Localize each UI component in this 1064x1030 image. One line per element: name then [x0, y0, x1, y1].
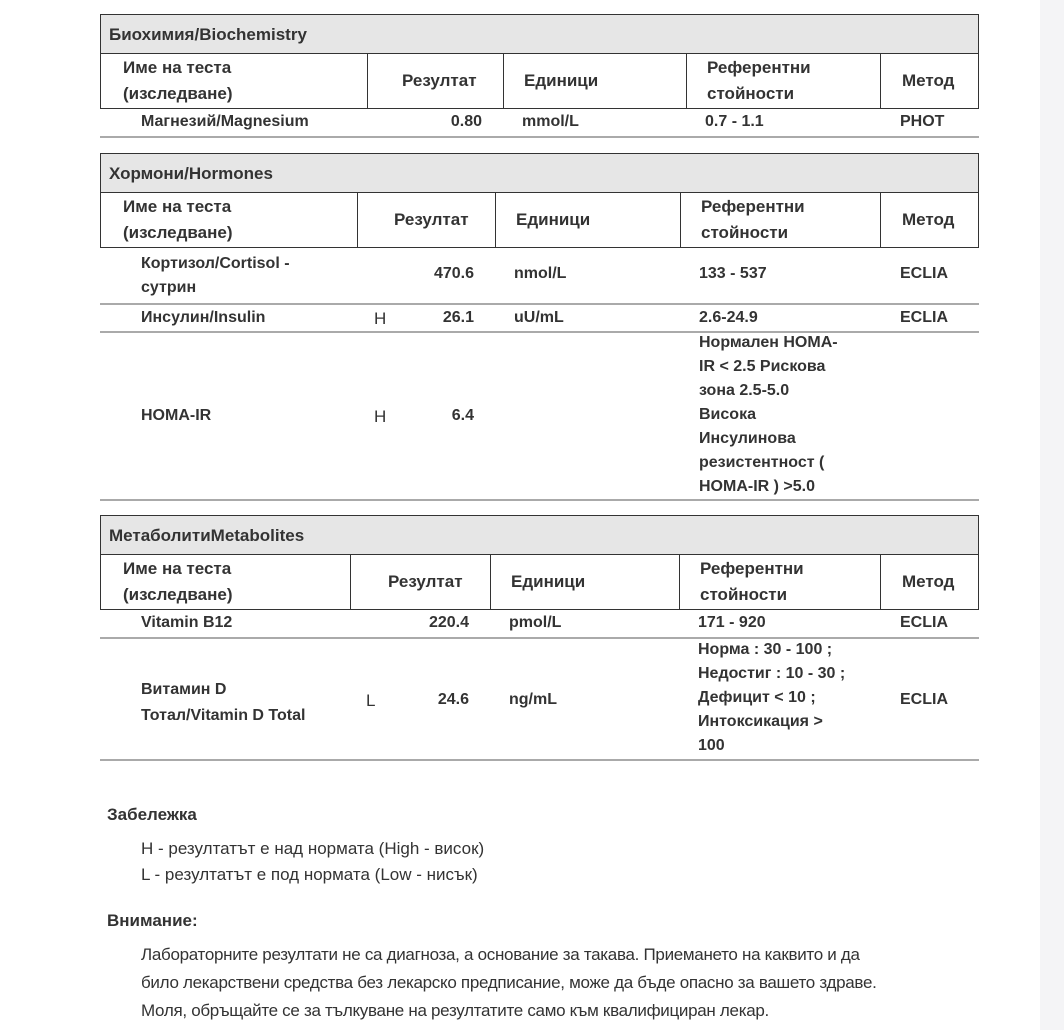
flag-high: H [374, 309, 387, 328]
header-reference [680, 193, 880, 247]
header-label: стойности [701, 223, 789, 242]
table-header [100, 555, 979, 610]
header-label: Име на теста [123, 58, 232, 77]
reference-line: Недостиг : 10 - 30 ; [698, 665, 846, 682]
test-name: Инсулин/Insulin [141, 309, 266, 326]
result-value: 470.6 [433, 265, 474, 282]
table-header [100, 54, 979, 109]
header-method [880, 555, 980, 609]
reference-line: резистентност ( [699, 454, 825, 471]
reference-range: 171 - 920 [698, 614, 766, 631]
header-test-name [101, 54, 367, 108]
header-label: Резултат [388, 572, 463, 591]
header-units [495, 193, 680, 247]
result-value: 220.4 [428, 614, 469, 631]
header-label: стойности [707, 84, 795, 103]
header-method [880, 193, 980, 247]
header-label: (изследване) [123, 585, 233, 604]
method: ECLIA [900, 614, 948, 631]
warning-line: било лекарствени средства без лекарско предписание, може да бъде опасно за вашето здраве. [141, 973, 877, 992]
header-test-name [101, 193, 357, 247]
warning-title: Внимание: [107, 911, 198, 930]
result-value: 0.80 [450, 113, 482, 130]
units: mmol/L [522, 113, 579, 130]
test-name-line: Кортизол/Cortisol - [141, 255, 290, 272]
test-name: HOMA-IR [141, 407, 212, 424]
reference-line: Дефицит < 10 ; [698, 689, 816, 706]
section-title: МетаболитиMetabolites [100, 515, 979, 555]
test-name: Магнезий/Magnesium [141, 113, 309, 130]
reference-range: 2.6-24.9 [699, 309, 758, 326]
header-units [490, 555, 679, 609]
header-label: Единици [524, 71, 599, 90]
reference-line: Инсулинова [699, 430, 796, 447]
reference-line: HOMA-IR ) >5.0 [699, 478, 816, 495]
reference-line: Нормален HOMA- [699, 334, 838, 351]
result-value: 24.6 [437, 691, 469, 708]
header-reference [686, 54, 880, 108]
table-row [100, 639, 979, 761]
reference-line: IR < 2.5 Рискова [699, 358, 826, 375]
header-label: (изследване) [123, 84, 233, 103]
header-label: Единици [516, 210, 591, 229]
units: uU/mL [514, 309, 564, 326]
method: PHOT [900, 113, 945, 130]
note-line-low: L - резултатът е под нормата (Low - нисък) [141, 865, 478, 884]
test-name-line: Тотал/Vitamin D Total [141, 707, 306, 724]
warning-line: Лабораторните резултати не са диагноза, а основание за такава. Приемането на каквито и да [141, 945, 860, 964]
header-result [367, 54, 503, 108]
header-label: Име на теста [123, 559, 232, 578]
header-label: (изследване) [123, 223, 233, 242]
result-value: 26.1 [442, 309, 474, 326]
flag-high: H [374, 407, 387, 426]
header-reference [679, 555, 880, 609]
header-label: Референтни [700, 559, 804, 578]
header-label: Единици [511, 572, 586, 591]
note-line-high: H - резултатът е над нормата (High - висок) [141, 839, 485, 858]
reference-range: 0.7 - 1.1 [705, 113, 764, 130]
header-label: Референтни [701, 197, 805, 216]
table-row [100, 249, 979, 305]
method: ECLIA [900, 691, 948, 708]
reference-line: Норма : 30 - 100 ; [698, 641, 833, 658]
header-result [357, 193, 495, 247]
reference-line: зона 2.5-5.0 [699, 382, 790, 399]
test-name-line: сутрин [141, 279, 197, 296]
header-units [503, 54, 686, 108]
units: pmol/L [509, 614, 562, 631]
header-method [880, 54, 980, 108]
header-test-name [101, 555, 350, 609]
warning-text [141, 941, 1021, 1025]
reference-line: 100 [698, 737, 725, 754]
table-row [100, 333, 979, 501]
header-result [350, 555, 490, 609]
section-title: Хормони/Hormones [100, 153, 979, 193]
header-label: стойности [700, 585, 788, 604]
reference-line: Интоксикация > [698, 713, 823, 730]
section-title: Биохимия/Biochemistry [100, 14, 979, 54]
reference-line: Висока [699, 406, 756, 423]
table-row [100, 305, 979, 333]
test-name-line: Витамин D [141, 681, 227, 698]
units: ng/mL [509, 691, 557, 708]
header-label: Метод [902, 71, 955, 90]
reference-range: 133 - 537 [699, 265, 767, 282]
flag-low: L [366, 691, 376, 710]
notes-title: Забележка [107, 805, 197, 824]
method: ECLIA [900, 265, 948, 282]
units: nmol/L [514, 265, 567, 282]
reference-range [699, 331, 838, 499]
test-name [141, 677, 305, 729]
header-label: Метод [902, 572, 955, 591]
warning-line: Моля, обръщайте се за тълкуване на резултатите само към квалифициран лекар. [141, 1001, 769, 1020]
header-label: Резултат [402, 71, 477, 90]
result-value: 6.4 [451, 407, 474, 424]
header-label: Референтни [707, 58, 811, 77]
table-header [100, 193, 979, 248]
reference-range [698, 638, 845, 758]
method: ECLIA [900, 309, 948, 326]
header-label: Име на теста [123, 197, 232, 216]
header-label: Резултат [394, 210, 469, 229]
test-name [141, 252, 290, 300]
test-name: Vitamin B12 [141, 614, 233, 631]
table-row [100, 611, 979, 639]
header-label: Метод [902, 210, 955, 229]
table-row [100, 110, 979, 138]
